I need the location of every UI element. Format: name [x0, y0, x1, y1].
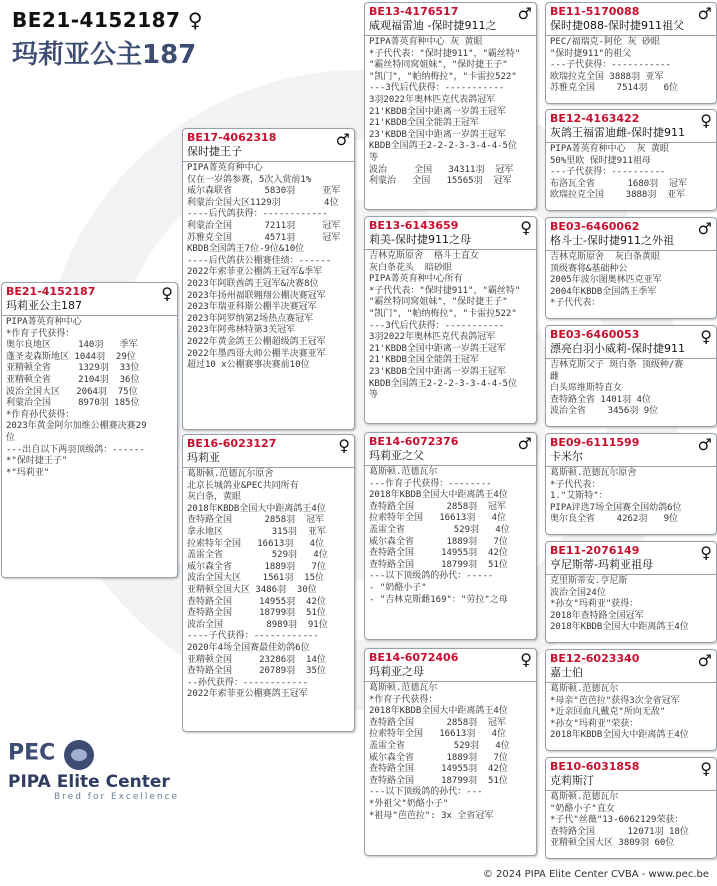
sex-icon: ♂: [697, 4, 712, 23]
card-header: [365, 433, 536, 463]
card-details: PIPA菁英育种中心 灰 黄眼 *子代代表："保时捷911"，"霸丝特" "霸丝特同窝姐妹"，"保时捷王子" "凯门"，"帕纳梅拉"，"卡雷拉522" ---3代后代获得：----------- 3羽2022年奥林匹克代表鸽冠军 21'KBDB全国中距离一岁鸽王冠军 21'KBDB全国全能鸽王冠军 23'KBDB全国中距离一岁鸽王冠军 KBDB全国鸽王2-2-2-3-3-4-4-5位 等 波治 全国 34311羽 冠军 利蒙治 全国 15565羽 冠军: [369, 37, 521, 187]
card-ring-number: BE14-6072376: [369, 435, 459, 448]
sex-icon: ♀: [520, 218, 532, 237]
card-bird-name: 保时捷王子: [187, 145, 242, 158]
pedigree-card-ggp-8[interactable]: [545, 757, 717, 859]
card-bird-name: 威观福雷迪 -保时捷911之: [369, 19, 497, 32]
card-bird-name: 玛莉亚之母: [369, 665, 424, 678]
logo-pec: PEC: [8, 740, 56, 766]
card-header: [546, 650, 716, 680]
card-header: [546, 218, 716, 248]
sex-icon: ♀: [700, 543, 712, 562]
pedigree-card-ggp-4[interactable]: [545, 325, 717, 427]
card-bird-name: 卡米尔: [550, 450, 583, 463]
pedigree-card-subject[interactable]: [1, 282, 178, 578]
card-bird-name: 漂亮白羽小威莉-保时捷911: [550, 342, 685, 355]
card-details: 吉林克斯原舍 灰白条黄眼 顶级赛将&基础种公 2005年波尔图奥林匹克亚军 2004年KBDB全国鸽王季军 *子代代表：: [550, 252, 662, 309]
sex-icon: ♀: [338, 436, 350, 455]
card-details: 葛斯顿.范德瓦尔 ---作育子代获得：-------- 2018年KBDB全国大中距离鸽王4位 查特路全国 2858羽 冠军 拉索特年全国 16613羽 4位 盖雷全省 529羽 4位 威尔森全省 1889羽 7位 查特路全国 14955羽 42位 查特路全国 18799羽 51位 ---以下顶级鸽的孙代：----- - "奶酪小子" - "吉林克斯雌169"："劳拉"之母: [369, 467, 510, 605]
pedigree-card-ggp-5[interactable]: [545, 433, 717, 535]
card-ring-number: BE03-6460053: [550, 328, 640, 341]
card-ring-number: BE12-4163422: [550, 112, 640, 125]
sex-icon: ♂: [697, 651, 712, 670]
card-ring-number: BE13-4176517: [369, 5, 459, 18]
header-ring: BE21-4152187: [12, 8, 181, 32]
pedigree-card-ggp-7[interactable]: [545, 649, 717, 751]
card-ring-number: BE16-6023127: [187, 437, 277, 450]
card-details: 葛斯顿.范德瓦尔原舍 北京长城鸽业&PEC共同所有 灰白条，黄眼 2018年KBDB全国大中距离鸽王4位 查特路全国 2858羽 冠军 拿永地区 315羽 亚军 拉索特年全国 16613羽 4位 盖雷全省 529羽 4位 威尔森全省 1889羽 7位 波治全国大区 1561羽 15位 亚精顿全国大区 3486羽 30位 查特路全国 14955羽 42位 查特路全国 18799羽 51位 波治全国 8989羽 91位 ----子代获得：------------ 2020年4场全国赛最佳幼鸽6位 亚精顿全国 23286羽 14位 查特路全国 20789羽 35位 --孙代获得：------------ 2022年索菲亚公棚赛鸽王冠军: [187, 469, 328, 700]
card-ring-number: BE11-2076149: [550, 544, 640, 557]
card-header: [183, 129, 354, 159]
sex-icon: ♀: [161, 284, 173, 303]
card-ring-number: BE09-6111599: [550, 436, 640, 449]
card-ring-number: BE13-6143659: [369, 219, 459, 232]
sex-icon: ♀: [520, 650, 532, 669]
card-header: [365, 649, 536, 679]
card-bird-name: 格斗士-保时捷911之外祖: [550, 234, 674, 247]
card-bird-name: 灰鸽王福雷迪雌-保时捷911: [550, 126, 685, 139]
card-details: 吉林克斯父子 斑白条 顶级种/赛 雌 白头席维斯特直女 查特路全省 1401羽 4位 波治全省 3456羽 9位: [550, 360, 684, 417]
card-header: [546, 542, 716, 572]
sex-icon: ♂: [697, 219, 712, 238]
header-ring-line: [12, 8, 203, 32]
pedigree-card-sire[interactable]: [182, 128, 355, 430]
pedigree-card-sire-sire[interactable]: [364, 2, 537, 210]
card-details: PIPA菁英育种中心 灰 黄眼 50%里欧 保时捷911祖母 ---子代获得：---------- 布洛瓦全省 1680羽 冠军 欧瑞拉克全国 3888羽 亚军: [550, 144, 688, 201]
card-bird-name: 保时捷088-保时捷911祖父: [550, 19, 684, 32]
pedigree-card-ggp-3[interactable]: [545, 217, 717, 319]
card-bird-name: 嘉士伯: [550, 666, 583, 679]
pedigree-card-dam-sire[interactable]: [364, 432, 537, 640]
pedigree-card-sire-dam[interactable]: [364, 216, 537, 424]
logo-title: PIPA Elite Center: [8, 772, 170, 792]
card-details: PIPA菁英育种中心 *作育子代获得： 奥尔良地区 140羽 季军 蓬圣麦森斯地区 1044羽 29位 亚精顿全省 1329羽 33位 亚精顿全省 2104羽 36位 波治全国大区 2064羽 75位 利蒙治全国 8970羽 185位 *作育孙代获得： 2023年黄金阿尔加维公棚赛决赛29 位 ---出自以下两羽顶级鸽：------ *"保时捷王子" *"玛莉亚": [6, 317, 147, 478]
card-bird-name: 莉美-保时捷911之母: [369, 233, 471, 246]
logo: [8, 740, 179, 802]
pedigree-card-ggp-1[interactable]: [545, 2, 717, 104]
footer-copyright: © 2024 PIPA Elite Center CVBA - www.pec.be: [482, 869, 709, 880]
pedigree-card-ggp-2[interactable]: [545, 109, 717, 211]
sex-icon: ♂: [517, 4, 532, 23]
card-header: [365, 3, 536, 33]
card-header: [546, 3, 716, 33]
card-header: [546, 110, 716, 140]
card-header: [2, 283, 177, 313]
card-details: 吉林克斯原舍 格斗士直女 灰白条花头 暗砂眼 PIPA菁英育种中心所有 *子代代表："保时捷911"，"霸丝特" "霸丝特同窝姐妹"，"保时捷王子" "凯门"，"帕纳梅拉"，"卡雷拉522" ---3代后代获得：----------- 3羽2022年奥林匹克代表鸽冠军 21'KBDB全国中距离一岁鸽王冠军 21'KBDB全国全能鸽王冠军 23'KBDB全国中距离一岁鸽王冠军 KBDB全国鸽王2-2-2-3-3-4-4-5位 等: [369, 251, 521, 401]
card-bird-name: 克莉斯汀: [550, 774, 594, 787]
logo-tagline: Bred for Excellence: [54, 792, 180, 802]
pedigree-card-dam-dam[interactable]: [364, 648, 537, 856]
card-details: 葛斯顿.范德瓦尔 *母亲"芭芭拉"获得3次全省冠军 *近亲回血凡戴克"所向无敌" *孙女"玛莉亚"荣获： 2018年KBDB全国大中距离鸽王4位: [550, 684, 689, 741]
pedigree-card-dam[interactable]: [182, 434, 355, 732]
card-ring-number: BE10-6031858: [550, 760, 640, 773]
sex-icon: ♂: [697, 435, 712, 454]
card-details: 葛斯顿.范德瓦尔原舍 *子代代表： 1."艾斯特"： PIPA评选7场全国赛全国幼鸽6位 奥尔良全省 4262羽 9位: [550, 468, 682, 525]
card-details: PEC/福瑞克-阿伦 灰 砂眼 "保时捷911"的祖父 ---子代获得：----------- 欧瑞拉克全国 3888羽 亚军 苏雅克全国 7514羽 6位: [550, 37, 679, 94]
card-details: 葛斯顿.范德瓦尔 "奶酪小子"直女 *子代"丝薇"13-6062129荣获： 查特路全国 12071羽 18位 亚精顿全国大区 3809羽 60位: [550, 792, 689, 849]
card-details: PIPA菁英育种中心 仅在一岁鸽参赛，5次入赏前1% 威尔森联省 5830羽 亚军 利蒙治全国大区1129羽 4位 ----后代鸽获得：------------ 利蒙治全国 7211羽 冠军 苏雅克全国 4571羽 冠军 KBDB全国鸽王7位-9位&10位 ----后代鸽获公棚赛佳绩：------ 2022年索菲亚公棚鸽王冠军&季军 2023年阿联酋鸽王冠军&决赛8位 2023年扬州福联翱翔公棚决赛冠军 2023年瑞亚科斯公棚半决赛冠军 2023年阿罗纳第2场热点赛冠军 2023年阿弗林特第3关冠军 2022年黄金鸽王公棚超级鸽王冠军 2022年墨西哥大师公棚半决赛亚军 超过10 x公棚赛事决赛前10位: [187, 163, 341, 371]
pigeon-icon: [64, 740, 94, 770]
card-details: 葛斯顿.范德瓦尔 *作育子代获得： 2018年KBDB全国大中距离鸽王4位 查特路全国 2858羽 冠军 拉索特年全国 16613羽 4位 盖雷全省 529羽 4位 威尔森全省 1889羽 7位 查特路全国 14955羽 42位 查特路全国 18799羽 51位 ---以下顶级鸽的孙代：--- *外祖父"奶酪小子" *祖母"芭芭拉": 3x 全省冠军: [369, 683, 510, 821]
card-header: [183, 435, 354, 465]
card-ring-number: BE11-5170088: [550, 5, 640, 18]
card-header: [546, 326, 716, 356]
card-details: 克里斯蒂安.亨尼斯 波治全国24位 *孙女"玛莉亚"获得： 2018年查特路全国冠军 2018年KBDB全国大中距离鸽王4位: [550, 576, 689, 633]
sex-icon: ♂: [517, 434, 532, 453]
page-header: [12, 8, 203, 71]
card-header: [546, 434, 716, 464]
card-bird-name: 玛莉亚之父: [369, 449, 424, 462]
sex-icon: ♂: [335, 130, 350, 149]
header-name: 玛莉亚公主187: [12, 40, 197, 70]
card-ring-number: BE12-6023340: [550, 652, 640, 665]
pedigree-card-ggp-6[interactable]: [545, 541, 717, 643]
card-header: [365, 217, 536, 247]
sex-icon: ♀: [700, 111, 712, 130]
card-bird-name: 亨尼斯蒂-玛莉亚祖母: [550, 558, 653, 571]
card-ring-number: BE17-4062318: [187, 131, 277, 144]
card-header: [546, 758, 716, 788]
card-bird-name: 玛莉亚公主187: [6, 299, 82, 312]
header-sex-icon: ♀: [187, 8, 204, 32]
sex-icon: ♀: [700, 327, 712, 346]
card-ring-number: BE14-6072406: [369, 651, 459, 664]
card-ring-number: BE21-4152187: [6, 285, 96, 298]
sex-icon: ♀: [700, 759, 712, 778]
card-ring-number: BE03-6460062: [550, 220, 640, 233]
card-bird-name: 玛莉亚: [187, 451, 220, 464]
